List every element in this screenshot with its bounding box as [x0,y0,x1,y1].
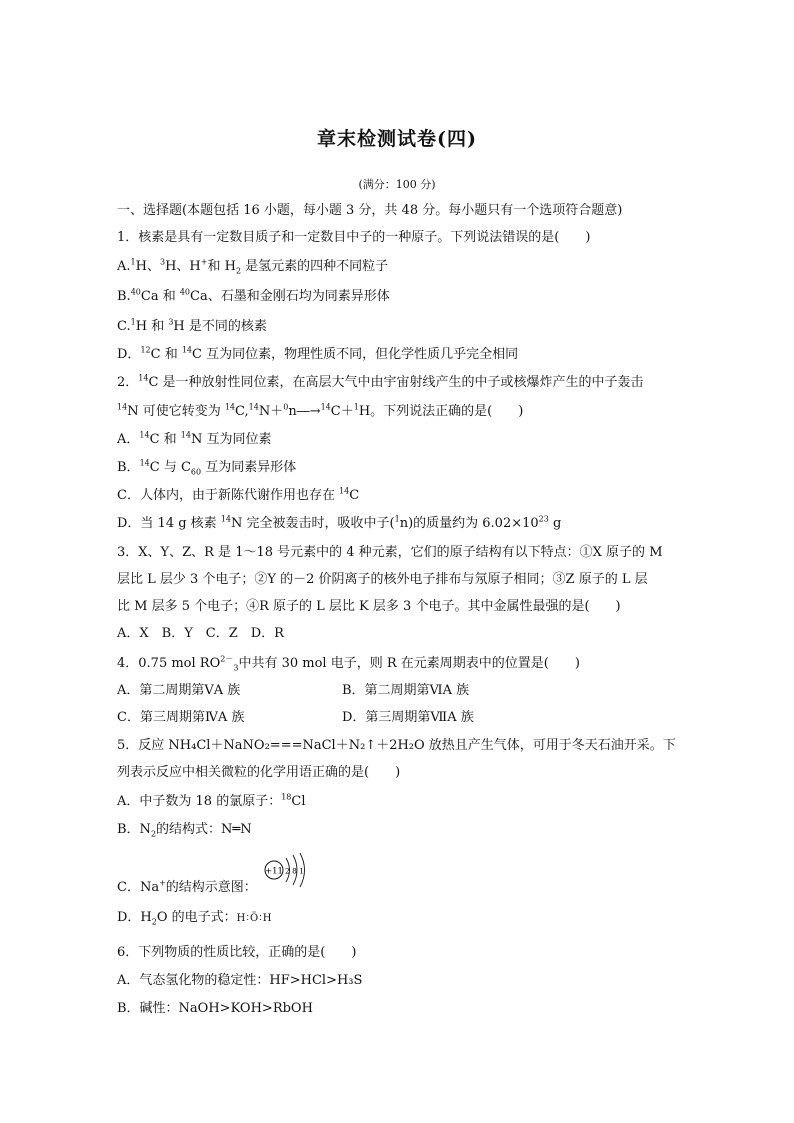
q4-option-b: B．第二周期第ⅥA 族 [342,683,470,698]
q2-stem-line1: 2．$^{14}$C 是一种放射性同位素，在高层大气中由宇宙射线产生的中子或核爆炸产生的中子轰击 [117,373,644,390]
q3-line3: 比 M 层多 5 个电子；④R 原子的 L 层比 K 层多 3 个电子。其中金属性最强的是( ) [117,599,621,614]
q5-option-d: D．$H_2O$ 的电子式：H∶Ö∶H [117,910,273,927]
q2-option-b: B．$^{14}$C 与 $C_{60}$ 互为同素异形体 [117,458,297,477]
nucleus-charge-label: +11 [265,866,283,877]
q4-options-row2 [117,710,474,726]
q4-option-c: C．第三周期第ⅣA 族 [117,710,245,725]
q1-option-a: A.$^1$H、$^3$H、H+和 $H_2$ 是氢元素的四种不同粒子 [117,257,389,276]
q5-line2: 列表示反应中相关微粒的化学用语正确的是( ) [117,765,401,780]
sodium-ion-structure-diagram [262,850,310,890]
score-note: (满分：100 分) [358,178,436,191]
q1-option-b: B.$^{40}$Ca 和 $^{40}$Ca、石墨和金刚石均为同素异形体 [117,287,390,304]
q4-option-a: A．第二周期第ⅤA 族 [117,683,241,698]
q5-option-b: B．$N_2$的结构式：N═N [117,822,252,839]
q3-line1: 3．X、Y、Z、R 是 1～18 号元素中的 4 种元素，它们的原子结构有以下特点：①X 原子的 M [117,545,663,560]
q2-option-a: A．$^{14}$C 和 $^{14}$N 互为同位素 [117,430,272,447]
q5-option-a: A．中子数为 18 的氯原子：$^{18}$Cl [117,792,306,809]
q1-stem: 1．核素是具有一定数目质子和一定数目中子的一种原子。下列说法错误的是( ) [117,230,591,245]
q4-options-row1 [117,683,470,699]
page-title: 章末检测试卷(四) [317,128,477,150]
q2-option-d: D．当 14 g 核素 $^{14}$N 完全被轰击时，吸收中子($^1$n)的质量约为 $6.02\times 10^{23}$ g [117,514,562,531]
q3-line2: 层比 L 层少 3 个电子；②Y 的－2 价阴离子的核外电子排布与氖原子相同；③Z 原子的 L 层 [117,572,648,587]
water-electron-formula: H∶Ö∶H [236,913,273,924]
q3-options: A．X B．Y C．Z D．R [117,626,284,641]
q6-stem: 6．下列物质的性质比较，正确的是( ) [117,945,357,960]
q6-option-a: A．气态氢化物的稳定性：HF>HCl>H₃S [117,973,363,988]
q1-option-c: C.$^1$H 和 $^3$H 是不同的核素 [117,317,267,334]
q5-option-c: C．Na+的结构示意图： [117,878,257,895]
section-header: 一、选择题(本题包括 16 小题，每小题 3 分，共 48 分。每小题只有一个选项符合题意) [117,203,623,218]
q2-option-c: C．人体内，由于新陈代谢作用也存在 $^{14}$C [117,486,360,503]
electron-shells-label: 2 8 1 [285,866,305,876]
q4-stem: 4．0.75 mol $RO^{2-}_3$中共有 30 mol 电子，则 R 在元素周期表中的位置是( ) [117,654,580,673]
q6-option-b: B．碱性：NaOH>KOH>RbOH [117,1001,313,1016]
q5-line1: 5．反应 NH₄Cl＋NaNO₂===NaCl＋N₂↑＋2H₂O 放热且产生气体，可用于冬天石油开采。下 [117,738,676,753]
q4-option-d: D．第三周期第ⅦA 族 [342,710,474,725]
q2-stem-line2: $^{14}$N 可使它转变为 $^{14}$C,$^{14}$N＋$^0$n―→$^{14}$C＋$^1$H。下列说法正确的是( ) [117,402,524,419]
q1-option-d: D．$^{12}$C 和 $^{14}$C 互为同位素，物理性质不同，但化学性质几乎完全相同 [117,345,519,362]
